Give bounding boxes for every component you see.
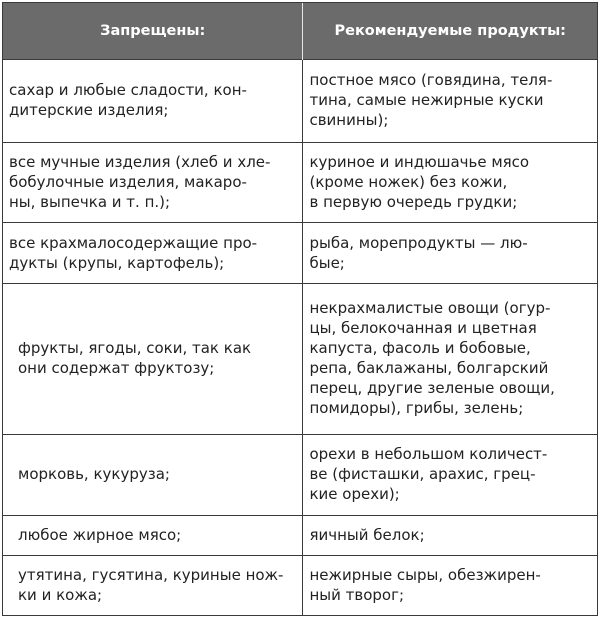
recommended-cell [303, 60, 597, 143]
table-row [3, 434, 597, 516]
forbidden-cell [3, 283, 303, 434]
diet-table [3, 3, 597, 615]
recommended-cell [303, 283, 597, 434]
table-row [3, 223, 597, 284]
table-row [3, 555, 597, 615]
forbidden-text: любое жирное мясо; [18, 525, 182, 544]
header-recommended [303, 3, 597, 60]
table-row [3, 516, 597, 556]
forbidden-cell [3, 516, 303, 556]
forbidden-text: сахар и любые сладости, кон- дитерские изделия; [9, 81, 247, 120]
recommended-cell [303, 434, 597, 516]
table-header-row [3, 3, 597, 60]
forbidden-cell [3, 555, 303, 615]
forbidden-text: все крахмалосодержащие про- дукты (крупы, картофель); [9, 233, 258, 272]
forbidden-text: морковь, кукуруза; [18, 465, 170, 484]
forbidden-text: все мучные изделия (хлеб и хле- бобулочные изделия, макаро- ны, выпечка и т. п.); [9, 152, 271, 211]
table-row [3, 60, 597, 143]
recommended-text: яичный белок; [309, 525, 425, 544]
recommended-cell [303, 223, 597, 284]
diet-table-container [2, 2, 598, 616]
recommended-text: орехи в небольшом количест- ве (фисташки, арахис, грец- кие орехи); [309, 445, 548, 504]
table-row [3, 283, 597, 434]
recommended-cell [303, 142, 597, 223]
forbidden-cell [3, 434, 303, 516]
header-recommended-label: Рекомендуемые продукты: [334, 22, 566, 39]
forbidden-text: утятина, гусятина, куриные нож- ки и кожа; [18, 565, 284, 604]
header-forbidden-label: Запрещены: [100, 22, 206, 39]
forbidden-cell [3, 223, 303, 284]
header-forbidden [3, 3, 303, 60]
forbidden-cell [3, 142, 303, 223]
recommended-cell [303, 516, 597, 556]
recommended-text: куриное и индюшачье мясо (кроме ножек) без кожи, в первую очередь грудки; [309, 152, 530, 211]
forbidden-cell [3, 60, 303, 143]
recommended-text: нежирные сыры, обезжирен- ный творог; [309, 565, 541, 604]
forbidden-text: фрукты, ягоды, соки, так как они содержат фруктозу; [18, 339, 252, 378]
recommended-cell [303, 555, 597, 615]
recommended-text: постное мясо (говядина, теля- тина, самые нежирные куски свинины); [309, 71, 553, 130]
recommended-text: рыба, морепродукты — лю- бые; [309, 233, 528, 272]
recommended-text: некрахмалистые овощи (огур- цы, белокочанная и цветная капуста, фасоль и бобовые, репа, баклажаны, болгарский перец, другие зеленые овощи, помидоры), грибы, зелень; [309, 299, 555, 418]
table-row [3, 142, 597, 223]
